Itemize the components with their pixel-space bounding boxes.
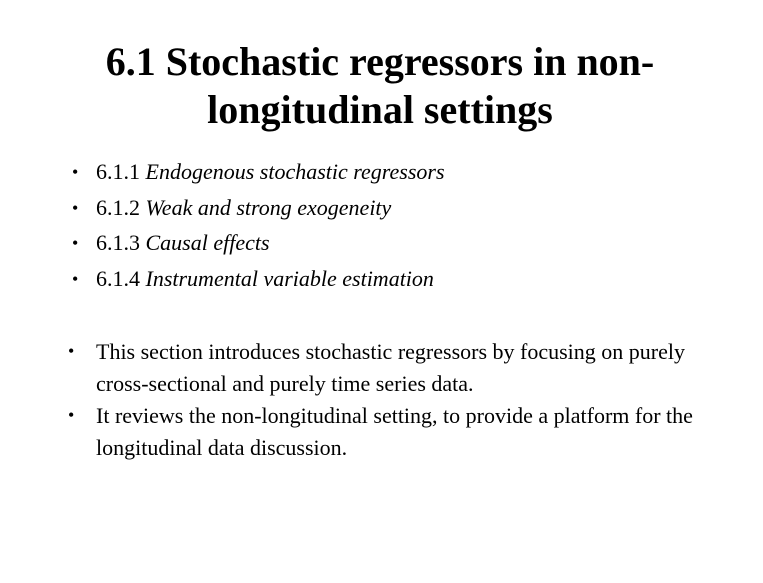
- bullet-icon: •: [68, 405, 75, 425]
- summary-item-text: It reviews the non-longitudinal setting, to provide a platform for the longitudinal data discussion.: [96, 403, 693, 460]
- summary-list: [66, 336, 726, 464]
- slide-title: [40, 38, 720, 134]
- bullet-icon: •: [72, 268, 79, 289]
- bullet-icon: •: [72, 233, 79, 253]
- bullet-icon: •: [72, 162, 79, 182]
- slide-title-line-2: longitudinal settings: [207, 87, 553, 132]
- summary-item: [66, 336, 726, 399]
- summary-item: [66, 400, 726, 463]
- contents-item-number: 6.1.3: [96, 230, 146, 255]
- bullet-icon: •: [72, 197, 79, 218]
- contents-item-topic: Causal effects: [145, 230, 270, 255]
- summary-item-text: This section introduces stochastic regressors by focusing on purely cross-sectional and purely time series data.: [96, 339, 685, 396]
- contents-item-number: 6.1.2: [96, 194, 146, 220]
- bullet-icon: •: [68, 341, 75, 361]
- contents-item-number: 6.1.1: [96, 159, 146, 184]
- contents-item-topic: Weak and strong exogeneity: [145, 194, 392, 220]
- slide-title-line-1: 6.1 Stochastic regressors in non-: [105, 39, 655, 84]
- contents-item-number: 6.1.4: [96, 265, 146, 291]
- contents-item-topic: Endogenous stochastic regressors: [145, 159, 445, 184]
- contents-item-topic: Instrumental variable estimation: [145, 265, 434, 291]
